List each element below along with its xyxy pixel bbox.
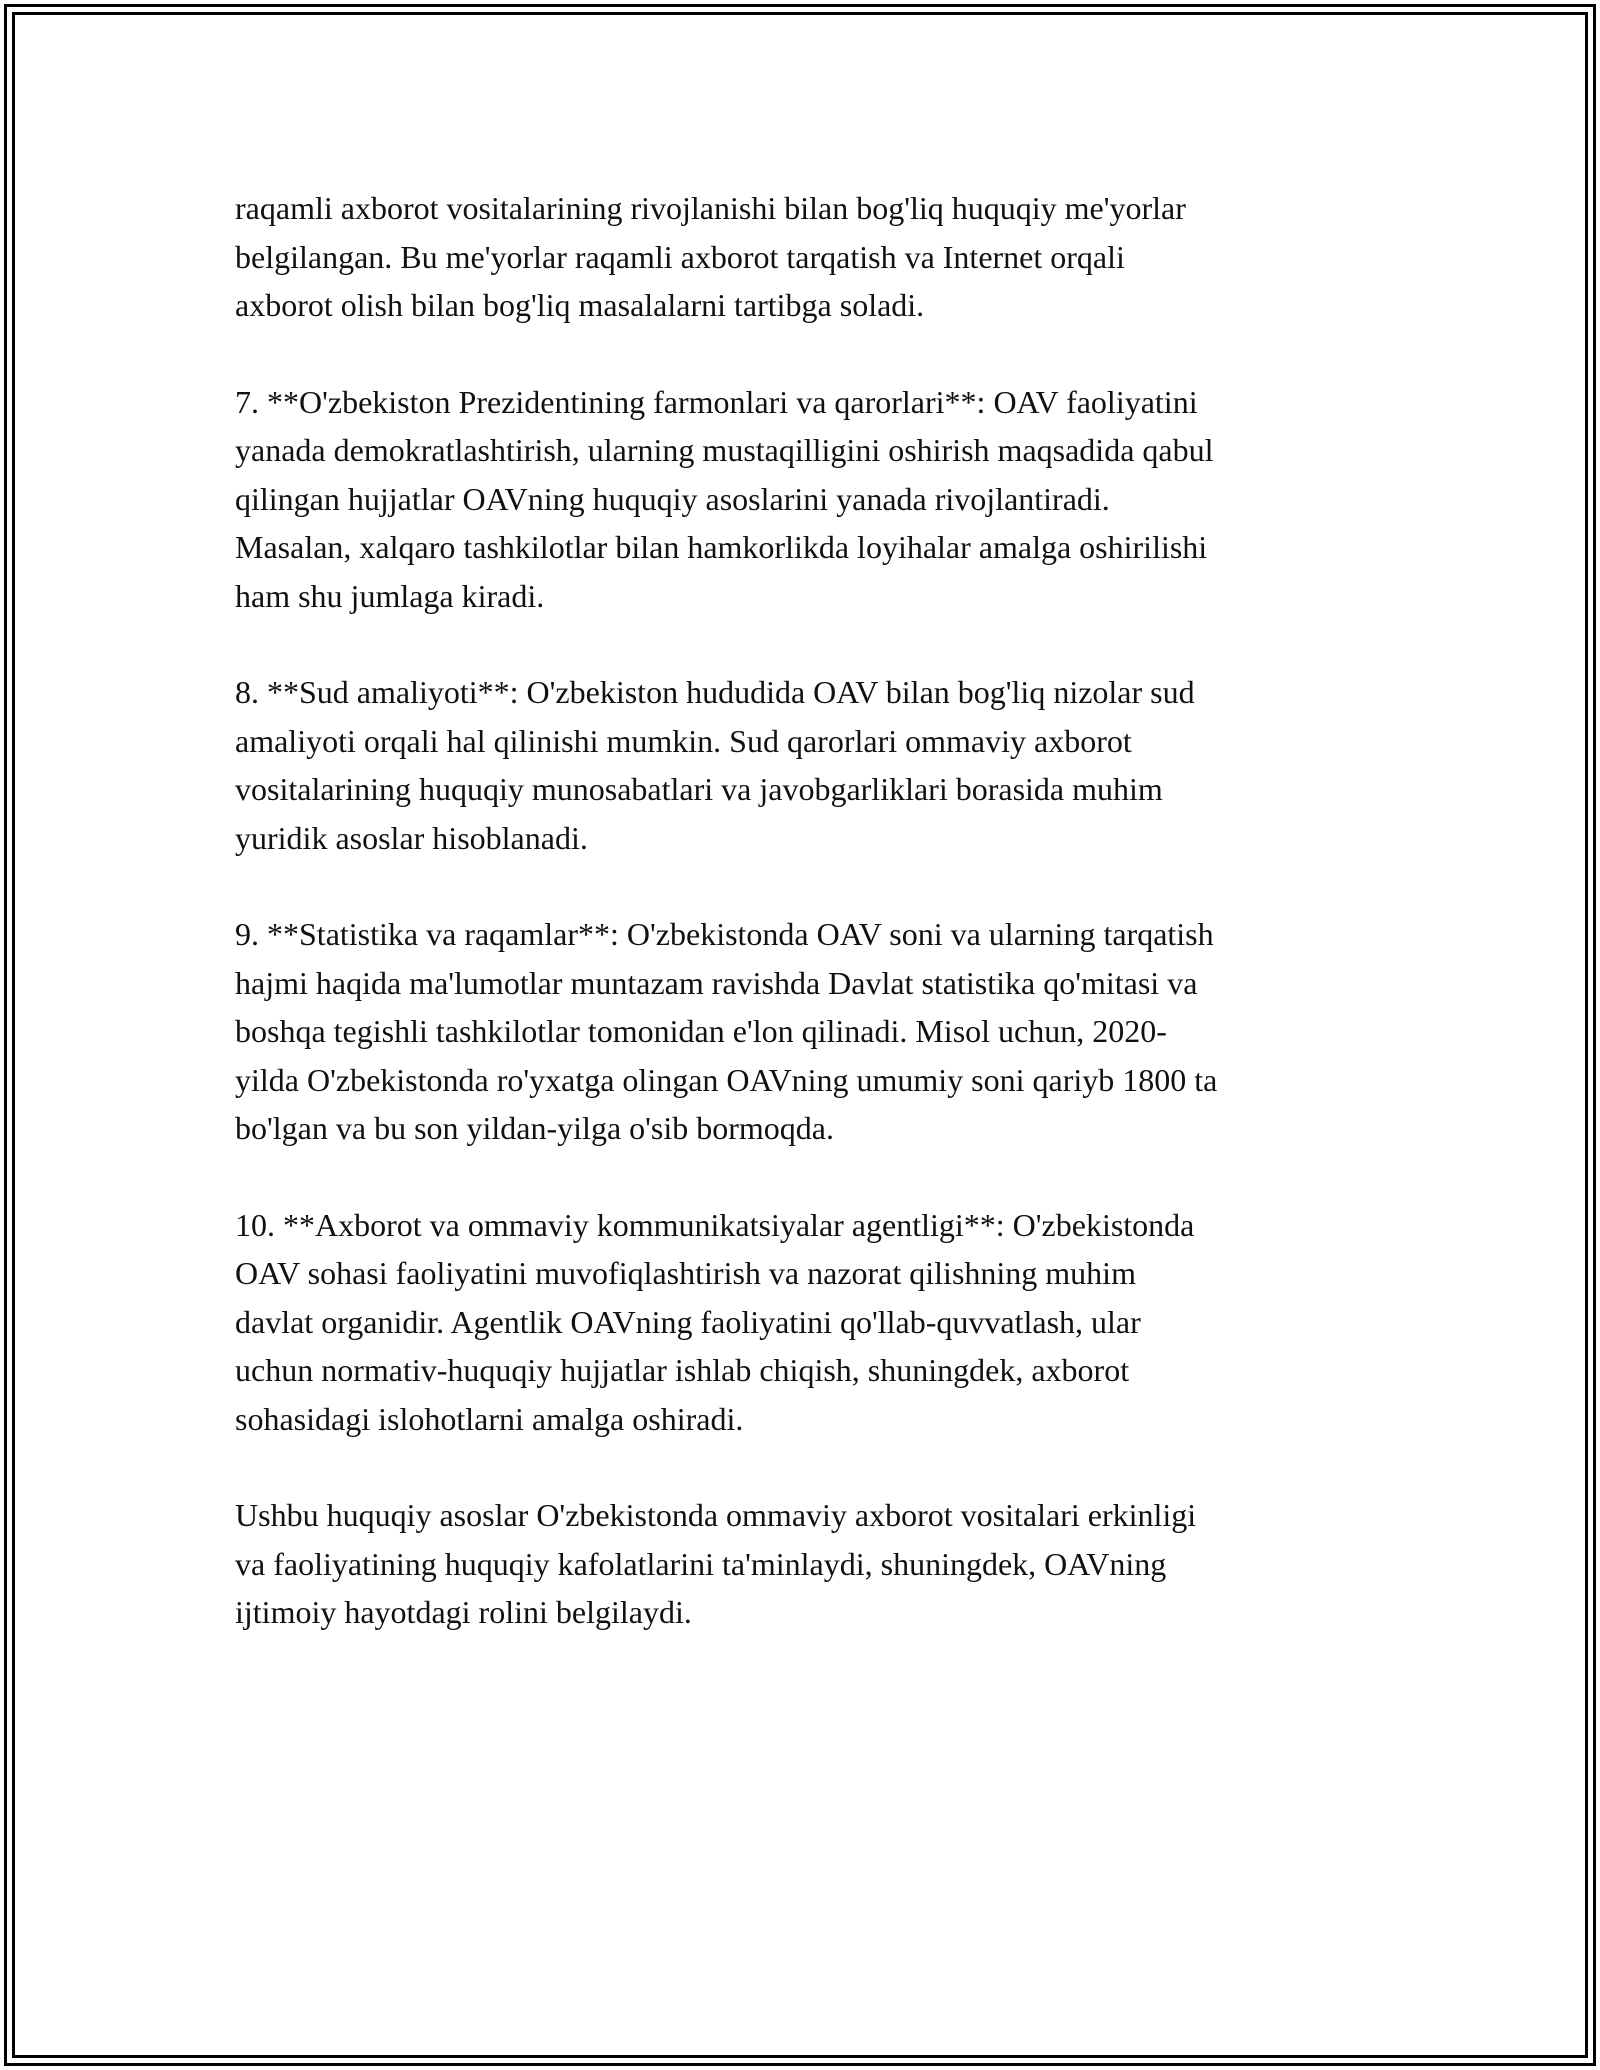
paragraph-conclusion: Ushbu huquqiy asoslar O'zbekistonda ommaviy axborot vositalari erkinligi va faoliyatining huquqiy kafolatlarini ta'minlaydi, shuningdek, OAVning ijtimoiy hayotdagi rolini belgilaydi.	[235, 1497, 1197, 1630]
document-body	[235, 184, 1365, 1685]
paragraph-digital-media-norms: raqamli axborot vositalarining rivojlanishi bilan bog'liq huquqiy me'yorlar belgilangan. Bu me'yorlar raqamli axborot tarqatish va Internet orqali axborot olish bilan bog'liq masalalarni tartibga soladi.	[235, 190, 1186, 323]
paragraph-court-practice: 8. **Sud amaliyoti**: O'zbekiston hududida OAV bilan bog'liq nizolar sud amaliyoti orqali hal qilinishi mumkin. Sud qarorlari ommaviy axborot vositalarining huquqiy munosabatlari va javobgarliklari borasida muhim yuridik asoslar hisoblanadi.	[235, 674, 1195, 856]
paragraph-statistics: 9. **Statistika va raqamlar**: O'zbekistonda OAV soni va ularning tarqatish hajmi haqida ma'lumotlar muntazam ravishda Davlat statistika qo'mitasi va boshqa tegishli tashkilotlar tomonidan e'lon qilinadi. Misol uchun, 2020- yilda O'zbekistonda ro'yxatga olingan OAVning umumiy soni qariyb 1800 ta bo'lgan va bu son yildan-yilga o'sib bormoqda.	[235, 916, 1218, 1146]
paragraph-media-agency: 10. **Axborot va ommaviy kommunikatsiyalar agentligi**: O'zbekistonda OAV sohasi faoliyatini muvofiqlashtirish va nazorat qilishning muhim davlat organidir. Agentlik OAVning faoliyatini qo'llab-quvvatlash, ular uchun normativ-huquqiy hujjatlar ishlab chiqish, shuningdek, axborot sohasidagi islohotlarni amalga oshiradi.	[235, 1206, 1195, 1437]
paragraph-presidential-decrees: 7. **O'zbekiston Prezidentining farmonlari va qarorlari**: OAV faoliyatini yanada demokratlashtirish, ularning mustaqilligini oshirish maqsadida qabul qilingan hujjatlar OAVning huquqiy asoslarini yanada rivojlantiradi. Masalan, xalqaro tashkilotlar bilan hamkorlikda loyihalar amalga oshirilishi ham shu jumlaga kiradi.	[235, 383, 1214, 614]
